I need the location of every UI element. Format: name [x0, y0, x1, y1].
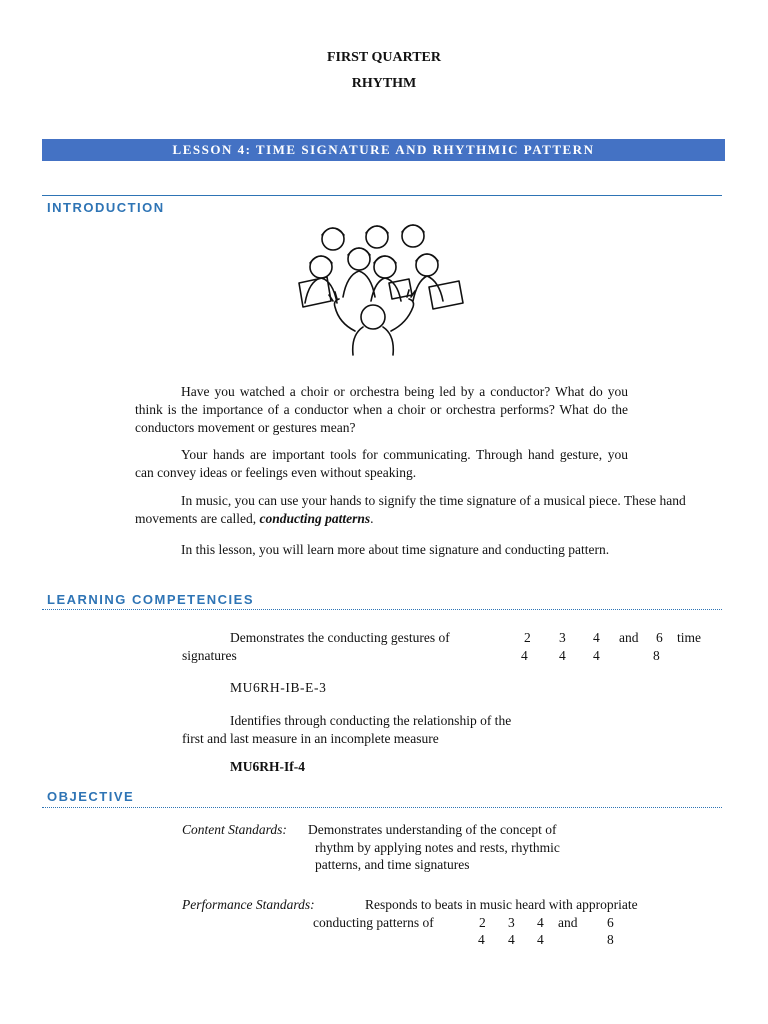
ts1-den-3: 4 — [593, 648, 600, 663]
objective-divider — [42, 807, 722, 808]
introduction-divider — [42, 195, 722, 196]
performance-standards-line-1: Responds to beats in music heard with appropriate — [365, 897, 638, 912]
competencies-heading: LEARNING COMPETENCIES — [47, 592, 255, 607]
ts1-num-3: 4 — [593, 630, 600, 645]
introduction-heading: INTRODUCTION — [47, 200, 165, 215]
ts2-den-2: 4 — [508, 932, 515, 947]
competency-2-line-2: first and last measure in an incomplete measure — [182, 731, 439, 746]
ts2-den-4: 8 — [607, 932, 614, 947]
performance-standards-line-2: conducting patterns of — [313, 915, 434, 930]
ts1-den-4: 8 — [653, 648, 660, 663]
conducting-patterns-term: conducting patterns — [259, 511, 371, 526]
ts2-num-2: 3 — [508, 915, 515, 930]
intro-paragraph-1: Have you watched a choir or orchestra being led by a conductor? What do you think is the importance of a conductor when a choir or orchestra performs? What do the conductors movement or gestures mean? — [135, 384, 628, 435]
ts2-and: and — [558, 915, 578, 930]
competency-2-code: MU6RH-If-4 — [230, 759, 305, 774]
choir-conductor-drawing — [293, 213, 471, 356]
content-standards-label: Content Standards: — [182, 822, 287, 837]
ts1-num-2: 3 — [559, 630, 566, 645]
intro-paragraph-3-text: In music, you can use your hands to signify the time signature of a musical piece. These hand movements are called, — [135, 493, 686, 526]
objective-heading: OBJECTIVE — [47, 789, 135, 804]
intro-paragraph-3 — [135, 492, 695, 528]
ts1-num-1: 2 — [524, 630, 531, 645]
competencies-divider — [42, 609, 722, 610]
ts1-num-4: 6 — [656, 630, 663, 645]
ts2-num-1: 2 — [479, 915, 486, 930]
competency-2-line-1: Identifies through conducting the relationship of the — [230, 713, 512, 728]
competency-1-code: MU6RH-IB-E-3 — [230, 680, 327, 695]
content-standards-line-2: rhythm by applying notes and rests, rhythmic — [315, 840, 560, 855]
content-standards-line-3: patterns, and time signatures — [315, 857, 470, 872]
choir-conductor-illustration — [293, 213, 471, 356]
intro-paragraph-2: Your hands are important tools for communicating. Through hand gesture, you can convey ideas or feelings even without speaking. — [135, 447, 628, 480]
lesson-title-bar: LESSON 4: TIME SIGNATURE AND RHYTHMIC PATTERN — [42, 139, 725, 161]
quarter-title: FIRST QUARTER — [327, 50, 441, 65]
content-standards-line-1: Demonstrates understanding of the concept of — [308, 822, 557, 837]
competency-1-line-2: signatures — [182, 648, 237, 663]
ts1-den-1: 4 — [521, 648, 528, 663]
performance-standards-label: Performance Standards: — [182, 897, 315, 912]
ts2-num-3: 4 — [537, 915, 544, 930]
ts2-den-3: 4 — [537, 932, 544, 947]
ts1-den-2: 4 — [559, 648, 566, 663]
ts1-and: and — [619, 630, 639, 645]
ts2-den-1: 4 — [478, 932, 485, 947]
competency-1-tail: time — [677, 630, 701, 645]
intro-paragraph-3-end: . — [370, 511, 374, 526]
competency-1-line-1: Demonstrates the conducting gestures of — [230, 630, 450, 645]
ts2-num-4: 6 — [607, 915, 614, 930]
topic-title: RHYTHM — [351, 76, 417, 91]
intro-paragraph-4: In this lesson, you will learn more about time signature and conducting pattern. — [181, 542, 610, 557]
